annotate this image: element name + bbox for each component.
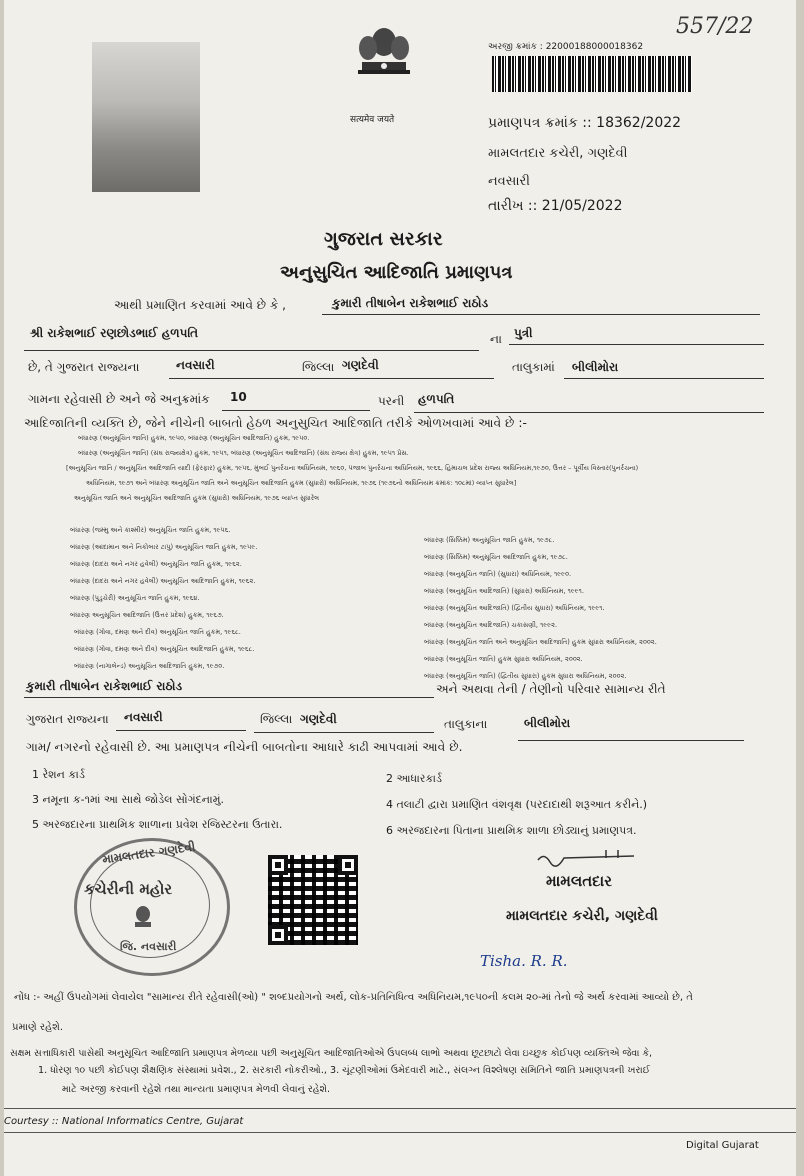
handwritten-reference: 557/22 [676,14,754,39]
lower-state-prefix: ગુજરાત રાજ્યના [26,712,109,726]
order-item: બંધારણ (અનુસૂચિત જાતિ) (દ્વિતીય સુધારા) હુકમ સુધારા અધિનિયમ, ૨૦૦૨. [424,672,627,680]
tribe-statement: આદિજાતિની વ્યક્તિ છે, જેને નીચેની બાબતો હેઠળ અનુસુચિત આદિજાતિ તરીકે ઓળખવામાં આવે છે :- [24,416,527,430]
order-item: બંધારણ અનુસૂચિત આદિજાતિ (ઉત્તર પ્રદેશ) હુકમ, ૧૯૬૭. [70,611,224,619]
legal-line: બંધારણ (અનુસૂચિત જાતિ) (સંઘ રાજ્યક્ષેત્ર) હુકમ, ૧૯૫૧, બંધારણ (અનુસૂચિત આદિજાતિ) (સંઘ રાજ્ય ક્ષેત્ર) હુકમ, ૧૯૫૧ પ્રેસ. [78,449,409,457]
qr-finder [338,855,358,875]
lower-district: નવસારી [124,710,163,724]
signatory-office: મામલતદાર કચેરી, ગણદેવી [506,908,658,924]
qr-finder [268,925,288,945]
order-item: બંધારણ (સિક્કિમ) અનુસૂચિત જાતિ હુકમ, ૧૯૭૮. [424,536,555,544]
state-prefix: છે, તે ગુજરાત રાજ્યના [28,360,140,374]
order-item: બંધારણ (અનુસૂચિત જાતિ) (સુધારા) અધિનિયમ, ૧૯૯૦. [424,570,572,578]
note-line: સક્ષમ સત્તાધિકારી પાસેથી અનુસૂચિત આદિજાતિ પ્રમાણપત્ર મેળવ્યા પછી અનુસૂચિત આદિજાતિઓએ ઉપલબ્ધ લાભો અથવા છૂટછાટો લેવા ઇચ્છુક કોઈપણ વ્યક્તિએ જેવા કે, [10,1048,652,1059]
order-item: બંધારણ (આંદામાન અને નિકોબાર ટાપુ) અનુસૂચિત જાતિ હુકમ, ૧૯૫૯. [70,543,258,551]
note-line: નોંધ :- અહીં ઉપયોગમાં લેવાયેલ "સામાન્ય રીતે રહેવાસી(ઓ) " શબ્દપ્રયોગનો અર્થ, લોક-પ્રતિનિધિત્વ અધિનિયમ,૧૯૫૦ની કલમ ૨૦-માં તેનો જે અર્થ કરવામાં આવ્યો છે, તે [14,992,693,1003]
parni-label: પરની [378,394,405,408]
supporting-doc: 3 નમૂના ક-૧માં આ સાથે જોડેલ સોગંદનામું. [32,793,224,806]
seal-emblem-icon [130,904,156,932]
order-item: બંધારણ (નાગાલેન્ડ) અનુસૂચિત આદિજાતિ હુકમ, ૧૯૭૦. [74,662,225,670]
serial-number: 10 [230,390,247,404]
legal-line: અનુસૂચિત જાતિ અને અનુસૂચિત આદિજાતિ હુકમ (સુધારો) અધિનિયમ, ૧૯૭૬ વ્યાપ્ત સુધારેલ [74,494,320,502]
seal-top-text: મામલતદાર ગણદેવી [101,839,197,867]
document-title: અનુસુચિત આદિજાતિ પ્રમાણપત્ર [280,262,513,283]
order-item: બંધારણ (ગોવા, દમણ અને દીવ) અનુસૂચિત જાતિ હુકમ, ૧૯૬૮. [74,628,241,636]
government-title: ગુજરાત સરકાર [324,228,443,250]
note-line: માટે અરજી કરવાની રહેશે તથા માન્યતા પ્રમાણપત્ર મેળવી લેવાનું રહેશે. [62,1084,331,1095]
seal-center-text: કચેરીની મહોર [84,880,173,898]
courtesy-footer: Courtesy :: National Informatics Centre, Gujarat [4,1116,244,1127]
taluka-label: તાલુકામાં [512,360,555,374]
lower-district-label: જિલ્લા [260,712,293,726]
taluka-value: ગણદેવી [342,358,379,372]
national-emblem-icon [346,18,422,114]
order-item: બંધારણ (જમ્મુ અને કાશ્મીર) અનુસૂચિત જાતિ હુકમ, ૧૯૫૬. [70,526,231,534]
order-item: બંધારણ (અનુસૂચિત આદિજાતિ) ચકાસણી, ૧૯૯૨. [424,621,558,629]
order-item: બંધારણ (દાદરા અને નગર હવેલી) અનુસૂચિત આદિજાતિ હુકમ, ૧૯૬૨. [70,577,256,585]
family-statement: અને અથવા તેની / તેણીનો પરિવાર સામાન્ય રીતે [436,682,666,696]
order-item: બંધારણ (સિક્કિમ) અનુસૂચિત આદિજાતિ હુકમ, ૧૯૭૮. [424,553,568,561]
certificate-number: પ્રમાણપત્ર ક્રમાંક :: 18362/2022 [488,115,682,131]
supporting-doc: 1 રેશન કાર્ડ [32,768,85,781]
lower-taluka: ગણદેવી [300,712,337,726]
seal-bottom-text: જિ. નવસારી [120,940,177,953]
issuing-district: નવસારી [488,174,530,189]
lower-village: બીલીમોરા [524,716,571,730]
certificate-page [4,0,796,1176]
order-item: બંધારણ (દાદરા અને નગર હવેલી) અનુસૂચિત જાતિ હુકમ, ૧૯૬૨. [70,560,242,568]
serial-prefix: ગામના રહેવાસી છે અને જે અનુક્રમાંક [28,392,210,406]
officer-signature [534,846,644,872]
signatory-title: મામલતદાર [546,872,612,890]
basis-statement: ગામ/ નગરનો રહેવાસી છે. આ પ્રમાણપત્ર નીચેની બાબતોના આધારે કાઢી આપવામાં આવે છે. [26,740,463,754]
applicant-name: કુમારી તીષાબેન રાકેશભાઈ રાઠોડ [332,296,489,310]
emblem-motto: सत्यमेव जयते [350,115,395,125]
legal-line: બંધારણ (અનુસૂચિત જાતિ) હુકમ, ૧૯૫૦, બંધારણ (અનુસૂચિત આદિજાતિ) હુકમ, ૧૯૫૦. [78,434,310,442]
supporting-doc: 2 આધારકાર્ડ [386,772,442,785]
certify-prefix: આથી પ્રમાણિત કરવામાં આવે છે કે , [114,298,286,312]
district-label: જિલ્લા [302,360,335,374]
order-item: બંધારણ (અનુસૂચિત આદિજાતિ) (દ્વિતીય સુધારા) અધિનિયમ, ૧૯૯૧. [424,604,605,612]
issue-date: તારીખ :: 21/05/2022 [488,198,623,214]
handwritten-signature: Tisha. R. R. [480,952,568,970]
na-label: ના [490,332,502,346]
order-item: બંધારણ (અનુસૂચિત જાતિ અને અનુસૂચિત આદિજાતિ) હુકમ સુધારા અધિનિયમ, ૨૦૦૨. [424,638,657,646]
order-item: બંધારણ (અનુસૂચિત જાતિ) હુકમ સુધારા અધિનિયમ, ૨૦૦૨. [424,655,583,663]
lower-taluka-label: તાલુકાના [444,717,488,731]
legal-line: [અનુસૂચિત જાતિ / અનુસૂચિત આદિજાતિ યાદી (ફેરફાર) હુકમ, ૧૯૫૬, મુંબઈ પુનર્રચના અધિનિયમ, ૧૯૬૦, પંજાબ પુનર્રચના અધિનિયમ, ૧૯૬૬, હિમાચલ પ્રદેશ રાજ્ય અધિનિયમ,૧૯૭૦, ઉત્તર – પૂર્વીય વિસ્તાર(પુનર્રચના) [66,464,639,472]
legal-line: અધિનિયમ, ૧૯૭૧ અને બંધારણ અનુસૂચિત જાતિ અને અનુસૂચિત આદિજાતિ હુકમ (સુધારો) અધિનિયમ, ૧૯૭૬ (૧૯૭૬નો અધિનિયમ ક્રમાંક: ૧૦૮માં) વ્યાપ્ત સુધારેલ] [86,479,517,487]
issuing-office: મામલતદાર કચેરી, ગણદેવી [488,146,628,161]
lower-applicant-name: કુમારી તીષાબેન રાકેશભાઈ રાઠોડ [26,679,183,693]
barcode [492,56,692,92]
application-number: અરજી ક્રમાંક : 22000188000018362 [488,42,644,52]
father-name: શ્રી રાકેશભાઈ રણછોડભાઈ હળપતિ [30,326,199,340]
relation: પુત્રી [514,326,533,340]
supporting-doc: 6 અરજદારના પિતાના પ્રાથમિક શાળા છોડ્યાનું પ્રમાણપત્ર. [386,824,637,837]
tribe-name: હળપતિ [418,392,455,406]
village-value: બીલીમોરા [572,360,619,374]
note-line: 1. ધોરણ ૧૦ પછી કોઈપણ શૈક્ષણિક સંસ્થામાં પ્રવેશ., 2. સરકારી નોકરીઓ., 3. ચૂંટણીઓમાં ઉમેદવારી માટે., સંલગ્ન વિશ્લેષણ સમિતિને જાતિ પ્રમાણપત્રની ખરાઈ [38,1065,651,1076]
applicant-photo [92,42,200,192]
digital-gujarat-footer: Digital Gujarat [686,1140,759,1151]
supporting-doc: 4 તલાટી દ્વારા પ્રમાણિત વંશવૃક્ષ (પરદાદાથી શરૂઆત કરીને.) [386,798,648,811]
supporting-doc: 5 અરજદારના પ્રાથમિક શાળાના પ્રવેશ રજિસ્ટરના ઉતારા. [32,818,283,831]
order-item: બંધારણ (પુડુચેરી) અનુસૂચિત જાતિ હુકમ, ૧૯૬૪. [70,594,200,602]
note-line: પ્રમાણે રહેશે. [12,1022,64,1033]
district-value: નવસારી [176,358,215,372]
order-item: બંધારણ (ગોવા, દમણ અને દીવ) અનુસૂચિત આદિજાતિ હુકમ, ૧૯૬૮. [74,645,255,653]
qr-finder [268,855,288,875]
order-item: બંધારણ (અનુસૂચિત આદિજાતિ) (સુધારા) અધિનિયમ, ૧૯૯૧. [424,587,584,595]
